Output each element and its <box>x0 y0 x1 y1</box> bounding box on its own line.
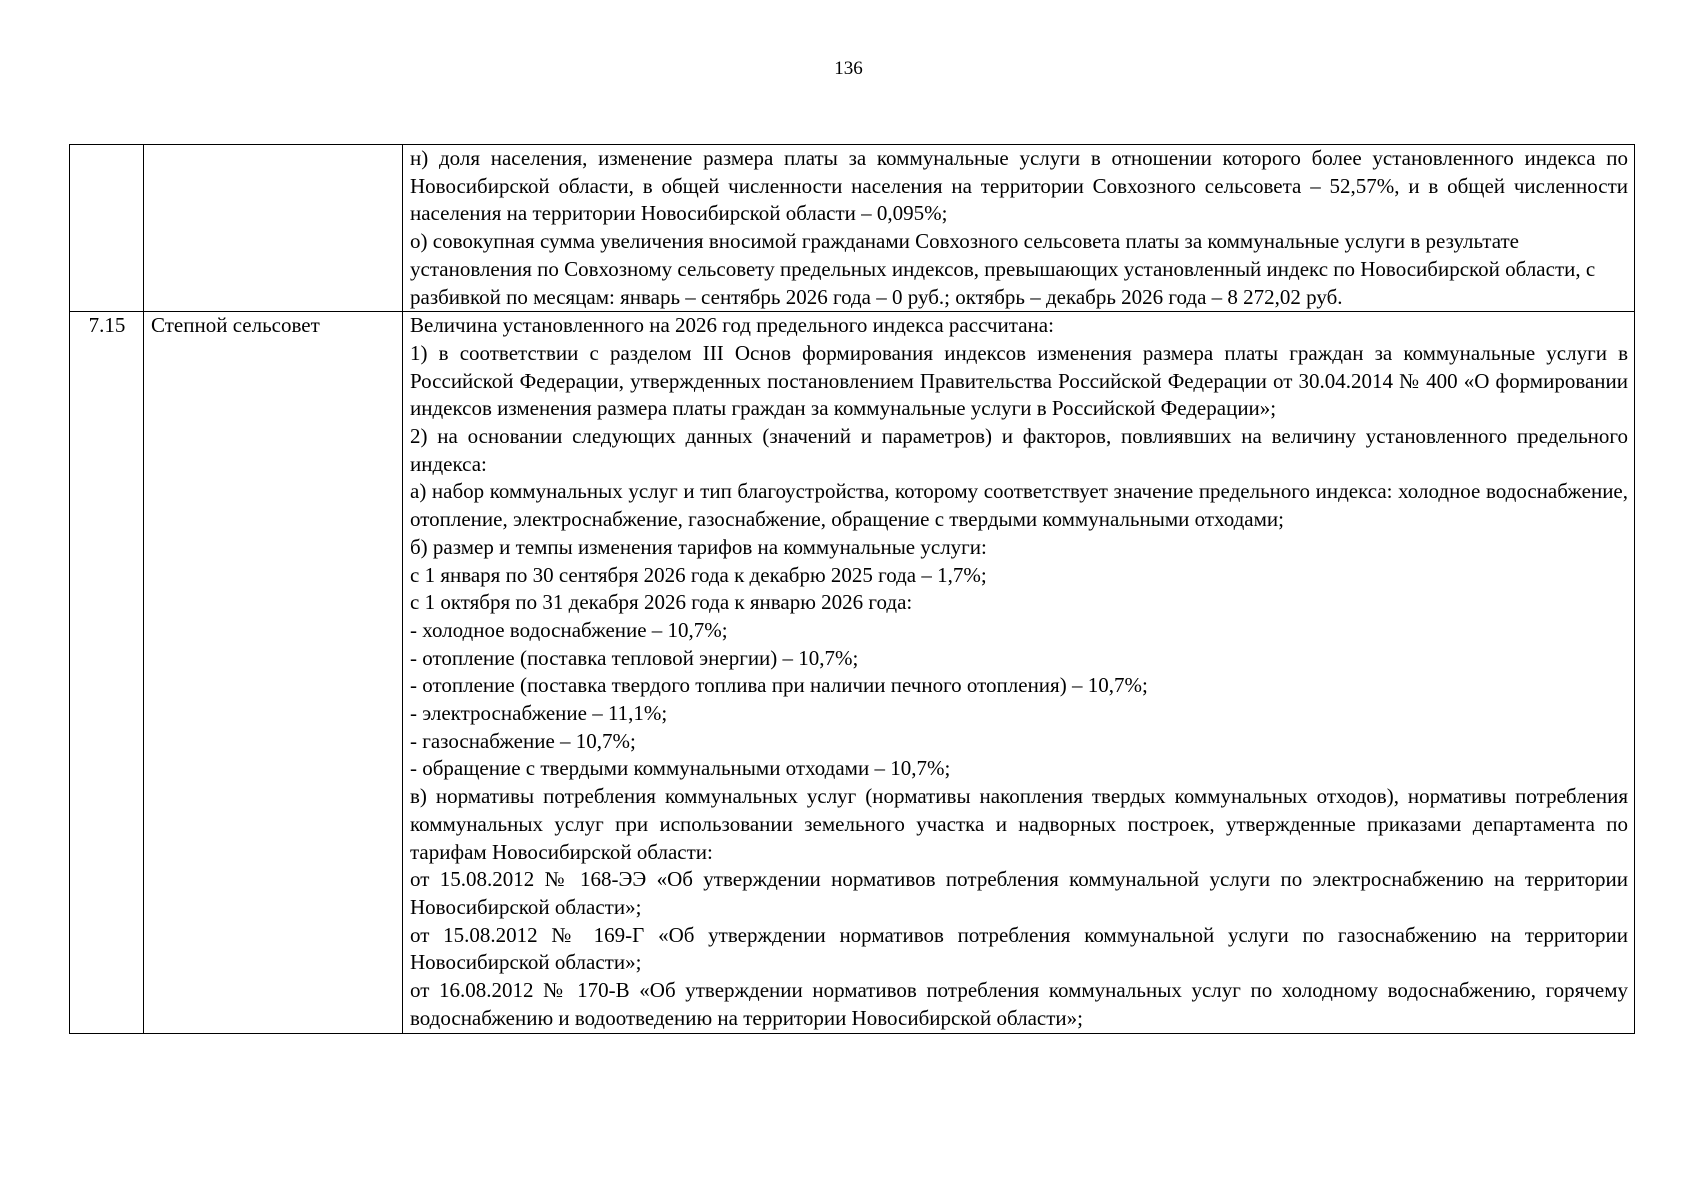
paragraph: о) совокупная сумма увеличения вносимой гражданами Совхозного сельсовета платы за коммунальные услуги в результате установления по Совхозному сельсовету предельных индексов, превышающих установленный индекс по Новосибирской области, с разбивкой по месяцам: январь – сентябрь 2026 года – 0 руб.; октябрь – декабрь 2026 года – 8 272,02 руб. <box>410 229 1596 309</box>
paragraph: - электроснабжение – 11,1%; <box>410 701 668 726</box>
row-number-cell: 7.15 <box>70 312 144 1033</box>
paragraph: в) нормативы потребления коммунальных услуг (нормативы накопления твердых коммунальных отходов), нормативы потребления коммунальных услуг при использовании земельного участка и надворных построек, утвержденные приказами департамента по тарифам Новосибирской области: <box>410 784 1628 864</box>
paragraph: - отопление (поставка тепловой энергии) – 10,7%; <box>410 645 859 670</box>
table-row <box>70 145 1635 312</box>
paragraph: 1) в соответствии с разделом III Основ формирования индексов изменения размера платы граждан за коммунальные услуги в Российской Федерации, утвержденных постановлением Правительства Российской Федерации от 30.04.2014 № 400 «О формировании индексов изменения размера платы граждан за коммунальные услуги в Российской Федерации»; <box>410 340 1628 421</box>
paragraph: н) доля населения, изменение размера платы за коммунальные услуги в отношении которого более установленного индекса по Новосибирской области, в общей численности населения на территории Совхозного сельсовета – 52,57%, и в общей численности населения на территории Новосибирской области – 0,095%; <box>410 146 1628 226</box>
paragraph: - газоснабжение – 10,7%; <box>410 728 636 753</box>
municipality-name-cell <box>144 145 403 312</box>
description-cell <box>403 145 1635 312</box>
description-cell <box>403 312 1635 1033</box>
paragraph: - отопление (поставка твердого топлива при наличии печного отопления) – 10,7%; <box>410 673 1148 698</box>
page-number: 136 <box>834 58 863 79</box>
paragraph: - холодное водоснабжение – 10,7%; <box>410 617 728 642</box>
paragraph: от 15.08.2012 № 169-Г «Об утверждении нормативов потребления коммунальной услуги по газоснабжению на территории Новосибирской области»; <box>410 922 1628 975</box>
paragraph: от 15.08.2012 № 168-ЭЭ «Об утверждении нормативов потребления коммунальной услуги по электроснабжению на территории Новосибирской области»; <box>410 867 1628 919</box>
paragraph: 2) на основании следующих данных (значений и параметров) и факторов, повлиявших на величину установленного предельного индекса: <box>410 424 1628 476</box>
document-table <box>69 144 1635 1034</box>
paragraph: с 1 января по 30 сентября 2026 года к декабрю 2025 года – 1,7%; <box>410 562 987 587</box>
paragraph: Величина установленного на 2026 год предельного индекса рассчитана: <box>410 313 1054 338</box>
paragraph: б) размер и темпы изменения тарифов на коммунальные услуги: <box>410 534 987 559</box>
row-number-cell <box>70 145 144 312</box>
municipality-name-cell: Степной сельсовет <box>144 312 403 1033</box>
paragraph: с 1 октября по 31 декабря 2026 года к январю 2026 года: <box>410 590 913 615</box>
paragraph: от 16.08.2012 № 170-В «Об утверждении нормативов потребления коммунальных услуг по холодному водоснабжению, горячему водоснабжению и водоотведению на территории Новосибирской области»; <box>410 978 1628 1030</box>
paragraph: а) набор коммунальных услуг и тип благоустройства, которому соответствует значение предельного индекса: холодное водоснабжение, отопление, электроснабжение, газоснабжение, обращение с твердыми коммунальными отходами; <box>410 479 1628 532</box>
table-row <box>70 312 1635 1033</box>
paragraph: - обращение с твердыми коммунальными отходами – 10,7%; <box>410 756 951 781</box>
